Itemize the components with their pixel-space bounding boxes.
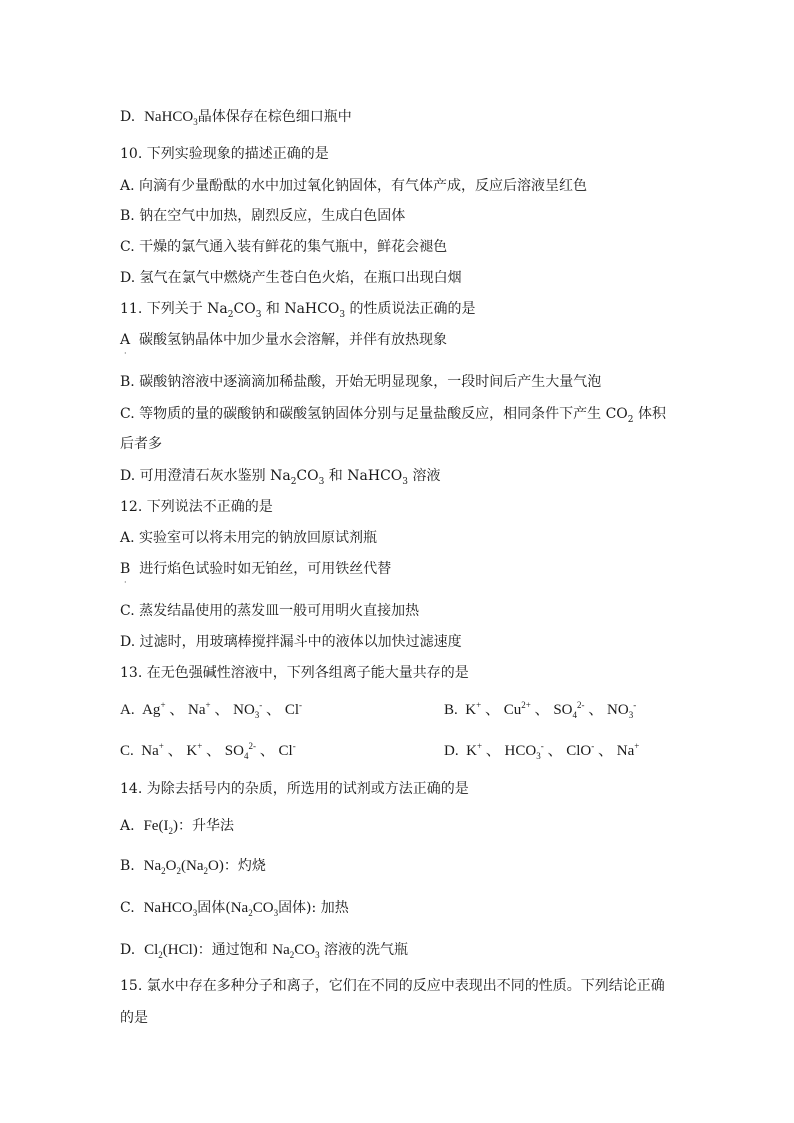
dot-mark: ·	[124, 578, 127, 587]
q12-stem: 12. 下列说法不正确的是	[120, 499, 273, 515]
q13-option-c: C. Na+ 、 K+ 、 $SO_4^{2-}$ 、 Cl-	[120, 741, 296, 761]
dot-mark: ·	[124, 349, 127, 358]
q12-option-b: B 进行焰色试验时如无铂丝，可用铁丝代替	[120, 561, 392, 577]
q14-option-b: B. $Na_2O_2(Na_2O)$：灼烧	[120, 858, 266, 876]
q11-option-b: B. 碳酸钠溶液中逐滴滴加稀盐酸，开始无明显现象，一段时间后产生大量气泡	[120, 374, 602, 390]
q12-option-a: A. 实验室可以将未用完的钠放回原试剂瓶	[120, 530, 378, 546]
q11-option-c: C. 等物质的量的碳酸钠和碳酸氢钠固体分别与足量盐酸反应，相同条件下产生 $CO_2$ 体积	[120, 406, 666, 425]
q10-option-d: D. 氢气在氯气中燃烧产生苍白色火焰，在瓶口出现白烟	[120, 270, 462, 286]
q14-stem: 14. 为除去括号内的杂质，所选用的试剂或方法正确的是	[120, 781, 469, 797]
q13-option-b: B. K+ 、 $Cu^{2+}$ 、 $SO_4^{2-}$ 、 $NO_3^-$	[444, 700, 637, 720]
q13-option-a: A. Ag+ 、 Na+ 、 $NO_3^-$ 、 Cl-	[120, 700, 302, 720]
q11-option-c-continued: 后者多	[120, 436, 162, 452]
q13-stem: 13. 在无色强碱性溶液中，下列各组离子能大量共存的是	[120, 665, 469, 681]
q10-option-b: B. 钠在空气中加热，剧烈反应，生成白色固体	[120, 208, 406, 224]
q13-option-d: D. K+ 、 $HCO_3^-$ 、 ClO- 、 Na+	[444, 741, 640, 761]
q10-option-a: A. 向滴有少量酚酞的水中加过氧化钠固体，有气体产成，反应后溶液呈红色	[120, 178, 588, 194]
option-label: D.	[120, 109, 136, 125]
q10-option-c: C. 干燥的氯气通入装有鲜花的集气瓶中，鲜花会褪色	[120, 239, 448, 255]
q9-option-d	[120, 107, 352, 127]
q11-option-a: A 碳酸氢钠晶体中加少量水会溶解，并伴有放热现象	[120, 332, 448, 348]
q11-option-d: D. 可用澄清石灰水鉴别 $Na_2CO_3$ 和 NaHCO$_3$ 溶液	[120, 468, 441, 487]
q10-stem: 10. 下列实验现象的描述正确的是	[120, 146, 329, 162]
q14-option-a: A. $Fe(I_2)$：升华法	[120, 818, 234, 836]
q11-stem: 11. 下列关于 $Na_2CO_3$ 和 NaHCO$_3$ 的性质说法正确的是	[120, 301, 476, 320]
q15-stem-continued: 的是	[120, 1010, 148, 1026]
formula: NaHCO$_3$	[144, 109, 198, 127]
q14-option-c: C. NaHCO$_3$固体($Na_2CO_3$固体): 加热	[120, 900, 349, 918]
q14-option-d: D. $Cl_2(HCl)$：通过饱和 $Na_2CO_3$ 溶液的洗气瓶	[120, 942, 409, 960]
q12-option-d: D. 过滤时，用玻璃棒搅拌漏斗中的液体以加快过滤速度	[120, 634, 462, 650]
option-text: 晶体保存在棕色细口瓶中	[197, 109, 352, 125]
q15-stem: 15. 氯水中存在多种分子和离子，它们在不同的反应中表现出不同的性质。下列结论正确	[120, 978, 665, 994]
q12-option-c: C. 蒸发结晶使用的蒸发皿一般可用明火直接加热	[120, 603, 420, 619]
